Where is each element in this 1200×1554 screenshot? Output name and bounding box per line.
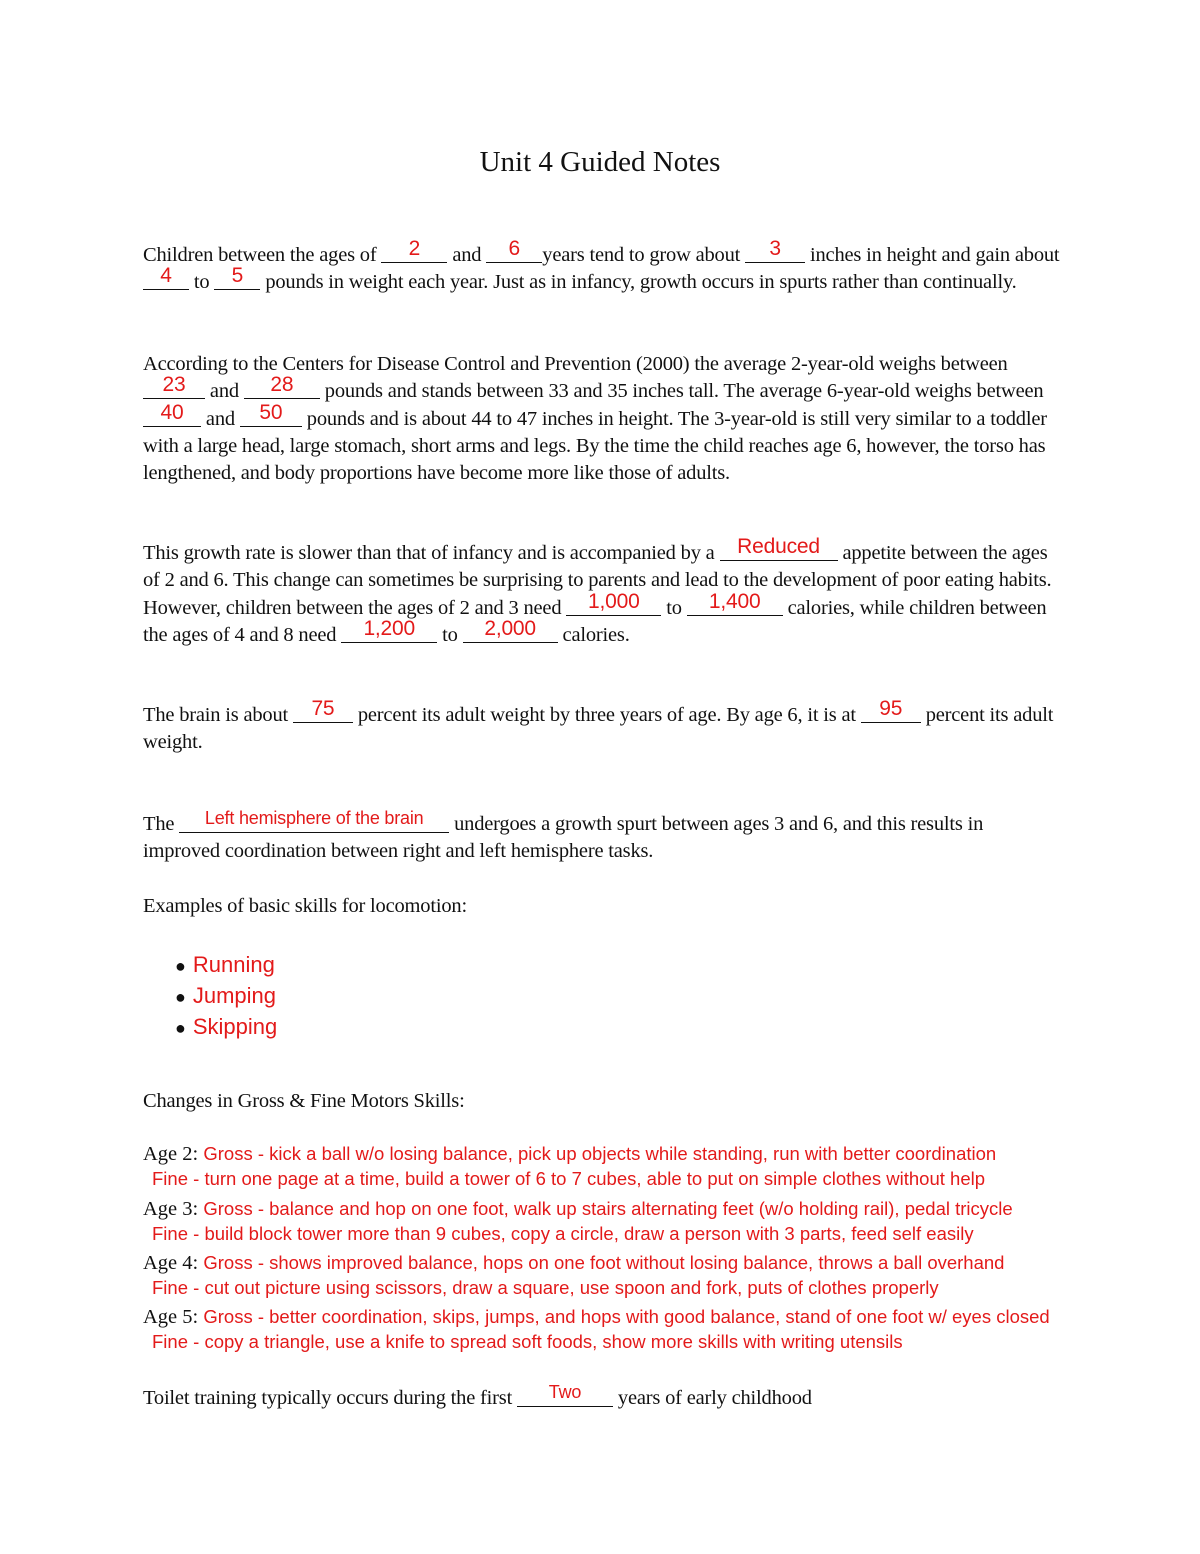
fine-text: - copy a triangle, use a knife to spread soft foods, show more skills with writing utensils	[188, 1331, 903, 1352]
list-item	[175, 950, 277, 981]
text: appetite between the ages of 2 and 6. This change can sometimes be surprising to parents and lead to the development of poor eating habits. However, children between the ages of 2 and 3 need	[143, 542, 1052, 619]
skill-text: Jumping	[192, 983, 277, 1008]
answer-blank[interactable]	[240, 400, 302, 427]
bullet-icon: ●	[175, 1018, 186, 1038]
fine-label: Fine	[152, 1223, 188, 1244]
text: pounds and is about 44 to 47 inches in height. The 3-year-old is still very similar to a toddler with a large head, large stomach, short arms and legs. By the time the child reaches age 6, however, the torso has lengthened, and body proportions have become more like those of adults.	[143, 407, 1047, 485]
gross-text: - better coordination, skips, jumps, and hops with good balance, stand of one foot w/ eyes closed	[252, 1306, 1050, 1327]
text: to	[661, 596, 687, 619]
fine-label: Fine	[152, 1277, 188, 1298]
fine-label: Fine	[152, 1168, 188, 1189]
text: to	[437, 623, 463, 646]
text: calories, while children between the ages of 4 and 8 need	[143, 596, 1047, 646]
answer-text: 2	[408, 237, 421, 260]
gross-label: Gross	[203, 1198, 253, 1219]
locomotion-list	[175, 950, 277, 1043]
age-label: Age 5:	[143, 1306, 199, 1328]
answer-text: 95	[879, 697, 903, 720]
age-label: Age 4:	[143, 1252, 199, 1274]
answer-text: 1,200	[363, 616, 415, 640]
fine-text: - build block tower more than 9 cubes, copy a circle, draw a person with 3 parts, feed self easily	[188, 1223, 974, 1244]
answer-text: 5	[231, 264, 244, 288]
answer-text: 3	[769, 237, 781, 260]
paragraph-cdc	[143, 351, 1063, 487]
age-3-block	[143, 1196, 1183, 1248]
age-2-block	[143, 1141, 1183, 1193]
paragraph-brain	[143, 697, 1063, 757]
fine-label: Fine	[152, 1331, 188, 1352]
answer-blank[interactable]	[179, 808, 449, 833]
text: pounds in weight each year. Just as in infancy, growth occurs in spurts rather than continually.	[260, 271, 1017, 294]
motor-heading: Changes in Gross & Fine Motors Skills:	[143, 1090, 465, 1112]
answer-blank[interactable]	[566, 589, 661, 616]
answer-text: Reduced	[737, 535, 820, 558]
gross-label: Gross	[203, 1252, 253, 1273]
answer-text: 1,000	[588, 589, 640, 613]
skill-text: Running	[192, 952, 275, 977]
fine-text: - turn one page at a time, build a tower of 6 to 7 cubes, able to put on simple clothes without help	[188, 1168, 986, 1189]
text: years of early childhood	[613, 1387, 812, 1409]
skill-text: Skipping	[192, 1014, 278, 1039]
answer-text: 40	[160, 400, 184, 424]
text: pounds and stands between 33 and 35 inches tall. The average 6-year-old weighs between	[319, 380, 1044, 403]
answer-text: 6	[508, 237, 521, 260]
gross-label: Gross	[203, 1306, 253, 1327]
text: Toilet training typically occurs during the first	[143, 1387, 517, 1409]
bullet-icon: ●	[175, 956, 186, 976]
gross-text: - shows improved balance, hops on one foot without losing balance, throws a ball overhand	[252, 1252, 1005, 1273]
text: percent its adult weight.	[143, 704, 1054, 754]
fine-text: - cut out picture using scissors, draw a square, use spoon and fork, puts of clothes properly	[188, 1277, 939, 1298]
text: and	[447, 244, 487, 266]
text: The	[143, 813, 180, 835]
list-item	[175, 1012, 277, 1043]
age-label: Age 3:	[143, 1198, 199, 1220]
text: The brain is about	[143, 704, 293, 726]
age-4-block	[143, 1250, 1183, 1302]
paragraph-toilet	[143, 1382, 1063, 1412]
answer-blank[interactable]	[745, 237, 805, 263]
answer-blank[interactable]	[143, 373, 205, 399]
answer-blank[interactable]	[341, 616, 437, 643]
gross-text: - balance and hop on one foot, walk up stairs alternating feet (w/o holding rail), pedal tricycle	[252, 1198, 1013, 1219]
answer-text: 28	[270, 373, 294, 397]
answer-blank[interactable]	[244, 373, 320, 399]
answer-blank[interactable]	[463, 616, 558, 643]
text: and	[201, 407, 240, 430]
answer-blank[interactable]	[486, 237, 542, 263]
answer-text: 4	[160, 264, 172, 288]
list-item	[175, 981, 277, 1012]
age-5-block	[143, 1304, 1183, 1356]
locomotion-heading: Examples of basic skills for locomotion:	[143, 895, 467, 917]
gross-text: - kick a ball w/o losing balance, pick up objects while standing, run with better coordination	[252, 1143, 997, 1164]
answer-text: 1,400	[708, 589, 761, 613]
text: Children between the ages of	[143, 244, 382, 266]
paragraph-appetite	[143, 535, 1063, 649]
gross-label: Gross	[203, 1143, 253, 1164]
text: percent its adult weight by three years of age. By age 6, it is at	[352, 704, 861, 726]
answer-text: 2,000	[484, 616, 536, 640]
text: This growth rate is slower than that of infancy and is accompanied by a	[143, 542, 720, 564]
bullet-icon: ●	[175, 987, 186, 1007]
answer-text: Left hemisphere of the brain	[204, 808, 424, 828]
text: calories.	[557, 623, 630, 646]
answer-blank[interactable]	[143, 400, 201, 427]
answer-blank[interactable]	[861, 697, 921, 723]
answer-blank[interactable]	[381, 237, 447, 263]
answer-blank[interactable]	[293, 697, 353, 723]
answer-text: 75	[311, 697, 335, 720]
paragraph-growth	[143, 237, 1063, 297]
answer-blank[interactable]	[517, 1382, 613, 1407]
answer-blank[interactable]	[720, 535, 838, 561]
paragraph-hemisphere	[143, 808, 1063, 866]
text: undergoes a growth spurt between ages 3 and 6, and this results in improved coordination between right and left hemisphere tasks.	[143, 813, 984, 863]
page-title: Unit 4 Guided Notes	[479, 146, 721, 178]
text: and	[205, 380, 244, 403]
text: According to the Centers for Disease Control and Prevention (2000) the average 2-year-old weighs between	[143, 353, 1008, 375]
answer-blank[interactable]	[687, 589, 783, 616]
answer-text: 23	[162, 373, 186, 397]
answer-text: 50	[259, 400, 283, 424]
answer-blank[interactable]	[143, 264, 189, 290]
text: years tend to grow about	[542, 244, 746, 266]
text: to	[189, 271, 215, 294]
text: inches in height and gain about	[805, 244, 1060, 266]
answer-text: Two	[548, 1382, 582, 1402]
age-label: Age 2:	[143, 1143, 199, 1165]
answer-blank[interactable]	[214, 264, 260, 290]
